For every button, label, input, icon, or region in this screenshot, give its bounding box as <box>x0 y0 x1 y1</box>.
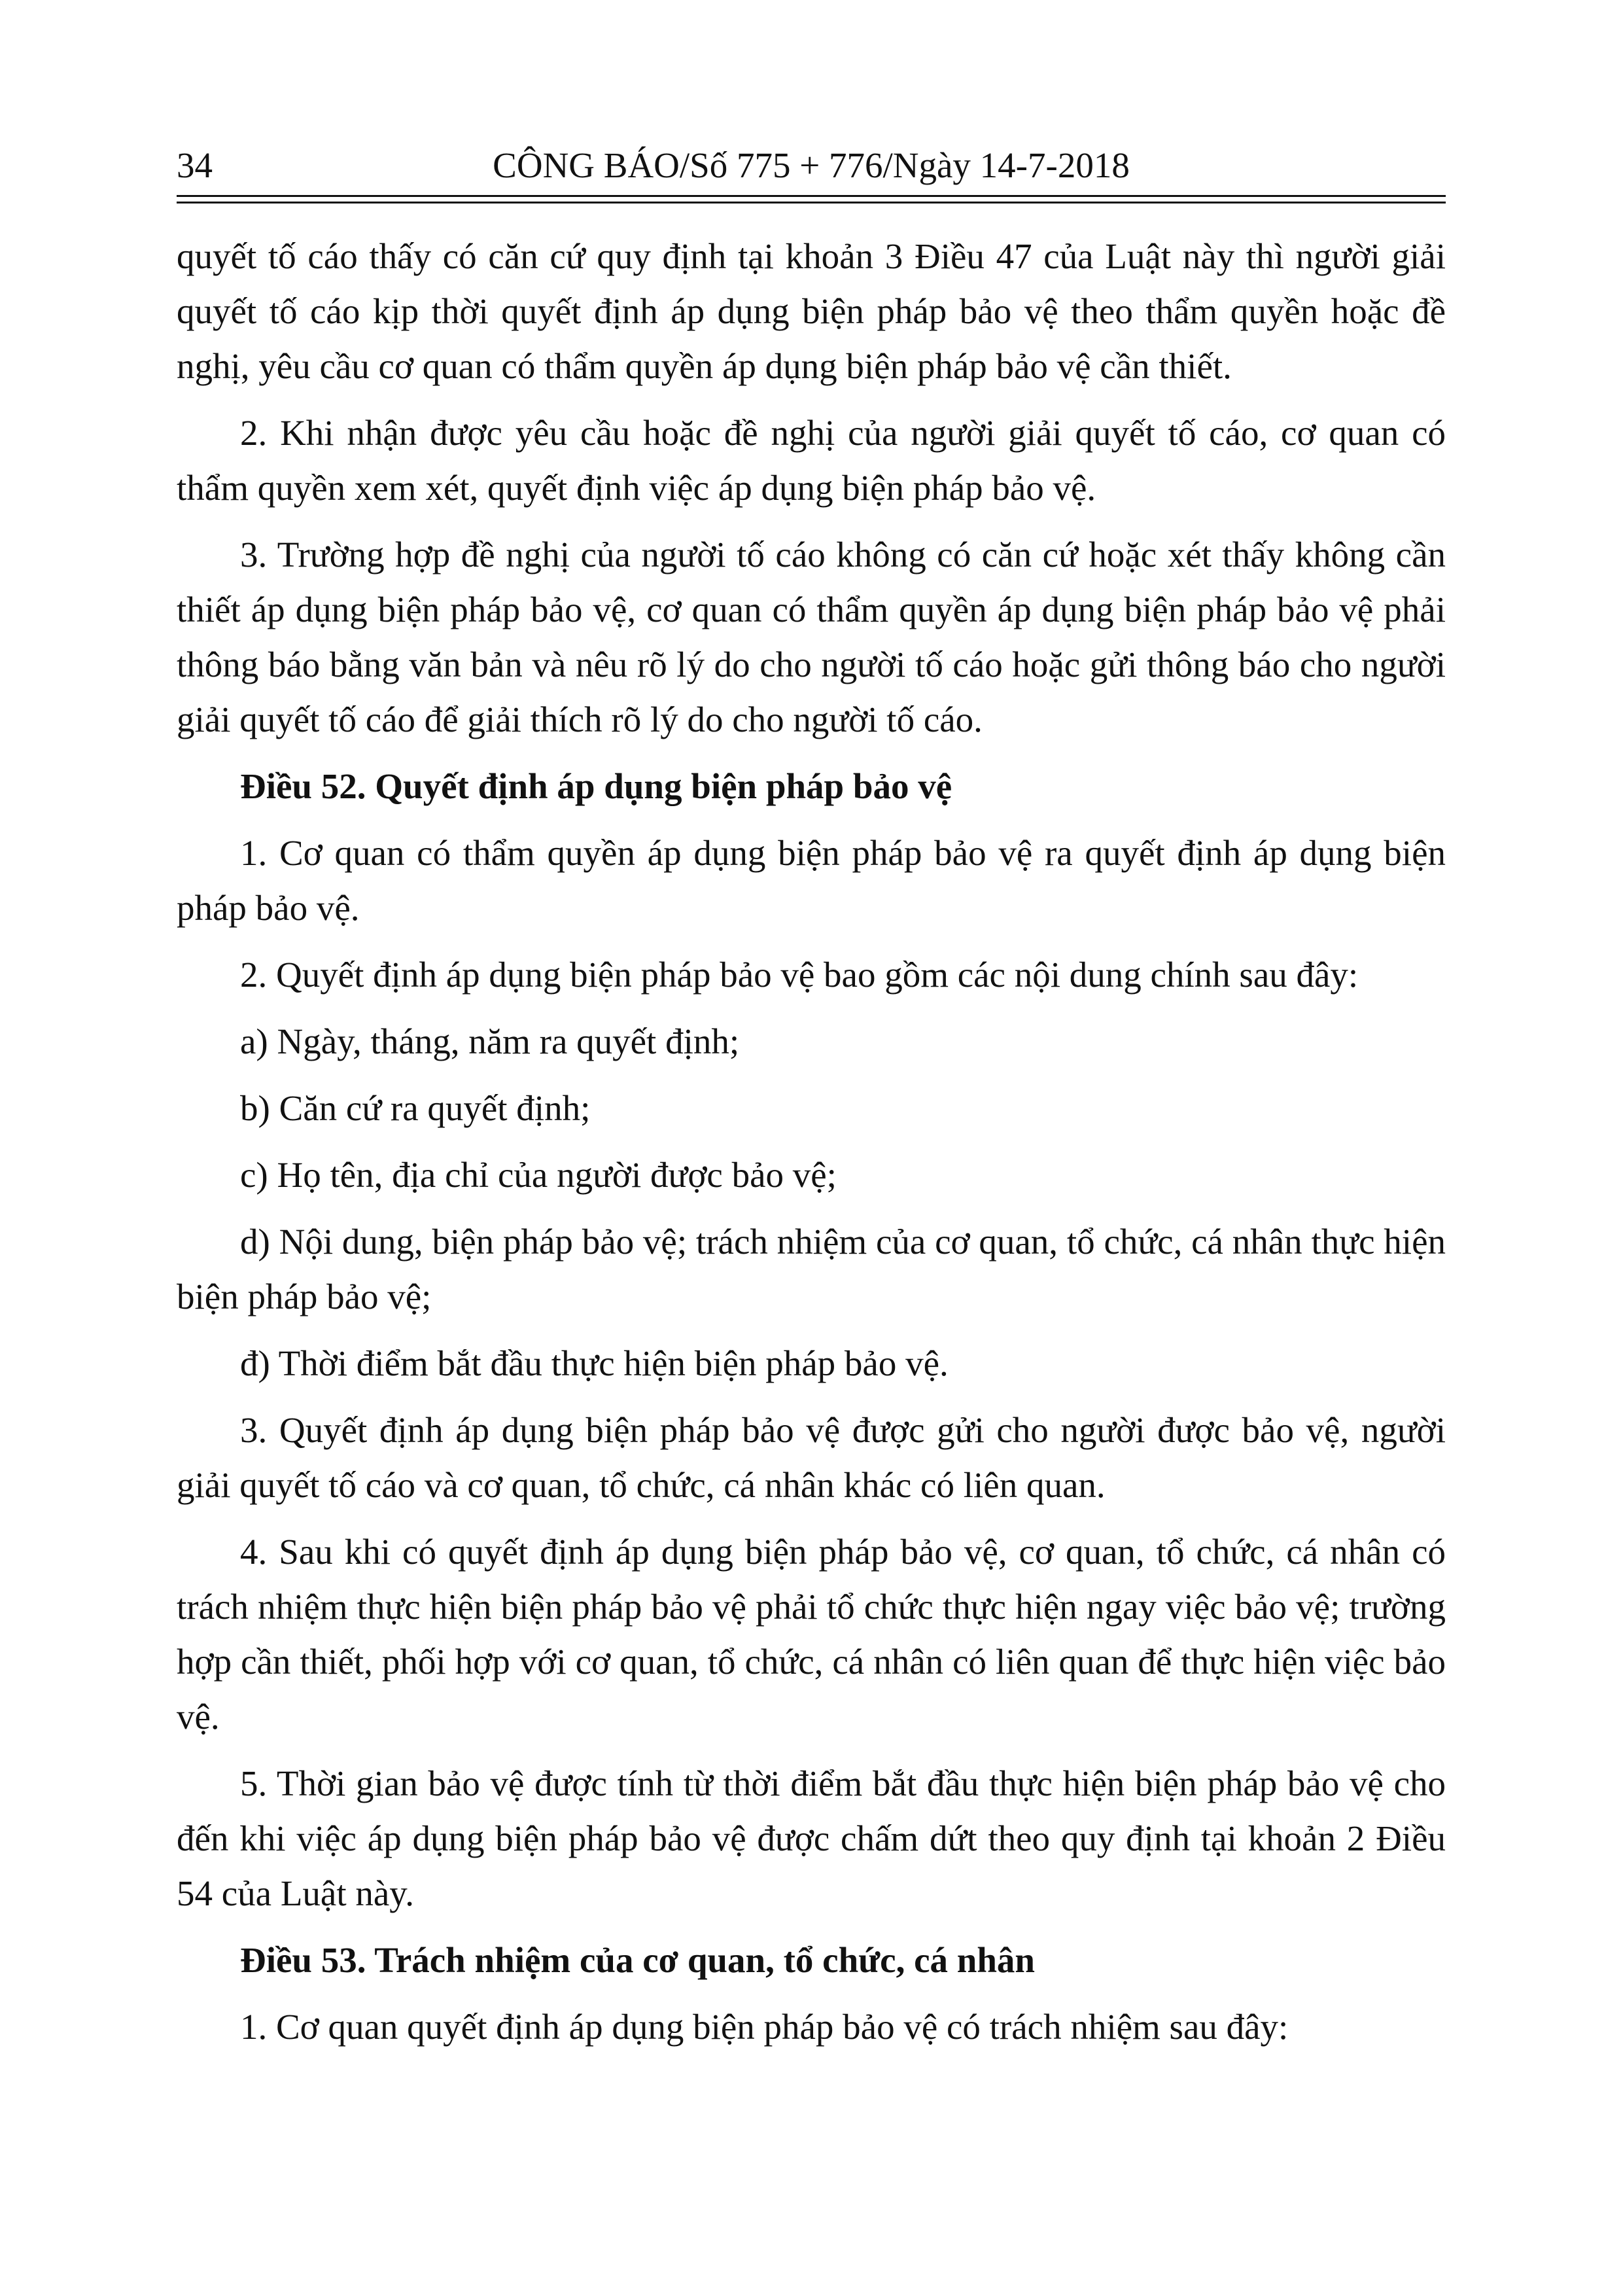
paragraph-continuation: quyết tố cáo thấy có căn cứ quy định tại khoản 3 Điều 47 của Luật này thì người giải quyết tố cáo kịp thời quyết định áp dụng biện pháp bảo vệ theo thẩm quyền hoặc đề nghị, yêu cầu cơ quan có thẩm quyền áp dụng biện pháp bảo vệ cần thiết. <box>177 236 1446 386</box>
page-header <box>177 136 1446 195</box>
paragraph-clause: 2. Khi nhận được yêu cầu hoặc đề nghị của người giải quyết tố cáo, cơ quan có thẩm quyền xem xét, quyết định việc áp dụng biện pháp bảo vệ. <box>177 413 1446 508</box>
document-body <box>177 229 1446 2066</box>
paragraph-clause: 3. Quyết định áp dụng biện pháp bảo vệ được gửi cho người được bảo vệ, người giải quyết tố cáo và cơ quan, tổ chức, cá nhân khác có liên quan. <box>177 1410 1446 1505</box>
paragraph-point: d) Nội dung, biện pháp bảo vệ; trách nhiệm của cơ quan, tổ chức, cá nhân thực hiện biện pháp bảo vệ; <box>177 1222 1446 1316</box>
paragraph-clause: 2. Quyết định áp dụng biện pháp bảo vệ bao gồm các nội dung chính sau đây: <box>240 955 1359 995</box>
article-heading-53: Điều 53. Trách nhiệm của cơ quan, tổ chức, cá nhân <box>240 1940 1035 1980</box>
paragraph-clause: 1. Cơ quan có thẩm quyền áp dụng biện pháp bảo vệ ra quyết định áp dụng biện pháp bảo vệ. <box>177 833 1446 928</box>
paragraph-clause: 1. Cơ quan quyết định áp dụng biện pháp bảo vệ có trách nhiệm sau đây: <box>240 2007 1289 2047</box>
article-heading-52: Điều 52. Quyết định áp dụng biện pháp bảo vệ <box>240 766 952 806</box>
paragraph-clause: 4. Sau khi có quyết định áp dụng biện pháp bảo vệ, cơ quan, tổ chức, cá nhân có trách nhiệm thực hiện biện pháp bảo vệ phải tổ chức thực hiện ngay việc bảo vệ; trường hợp cần thiết, phối hợp với cơ quan, tổ chức, cá nhân có liên quan để thực hiện việc bảo vệ. <box>177 1532 1446 1737</box>
page-number: 34 <box>177 145 213 185</box>
paragraph-clause: 5. Thời gian bảo vệ được tính từ thời điểm bắt đầu thực hiện biện pháp bảo vệ cho đến khi việc áp dụng biện pháp bảo vệ được chấm dứt theo quy định tại khoản 2 Điều 54 của Luật này. <box>177 1763 1446 1913</box>
paragraph-point: c) Họ tên, địa chỉ của người được bảo vệ; <box>240 1155 837 1195</box>
paragraph-point: b) Căn cứ ra quyết định; <box>240 1088 591 1128</box>
paragraph-clause: 3. Trường hợp đề nghị của người tố cáo không có căn cứ hoặc xét thấy không cần thiết áp dụng biện pháp bảo vệ, cơ quan có thẩm quyền áp dụng biện pháp bảo vệ phải thông báo bằng văn bản và nêu rõ lý do cho người tố cáo hoặc gửi thông báo cho người giải quyết tố cáo để giải thích rõ lý do cho người tố cáo. <box>177 535 1446 739</box>
gazette-title: CÔNG BÁO/Số 775 + 776/Ngày 14-7-2018 <box>493 145 1130 185</box>
header-rule-top <box>177 195 1446 197</box>
header-rule-bottom <box>177 202 1446 203</box>
paragraph-point: a) Ngày, tháng, năm ra quyết định; <box>240 1021 740 1061</box>
paragraph-point: đ) Thời điểm bắt đầu thực hiện biện pháp bảo vệ. <box>240 1343 949 1383</box>
